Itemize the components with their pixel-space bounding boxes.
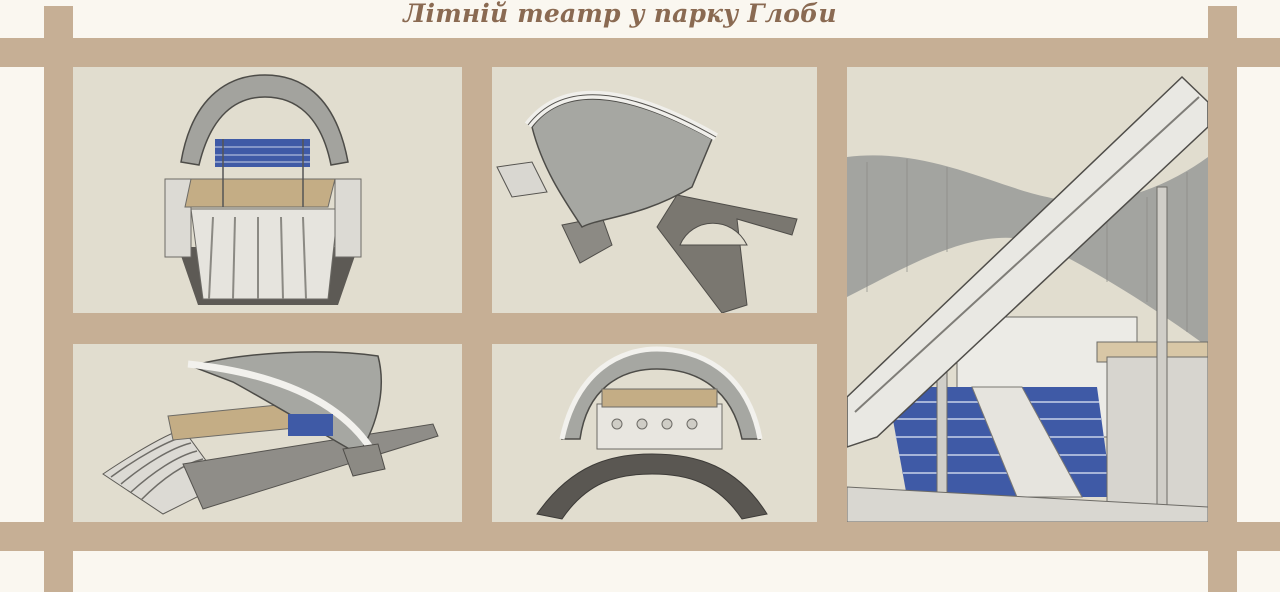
frame-bottom-bar <box>0 522 1280 551</box>
end-block <box>343 444 385 476</box>
frame-middle-bar <box>44 313 847 344</box>
frame-right-post <box>1208 6 1237 592</box>
seating-block <box>288 414 333 436</box>
interior-view-drawing <box>847 67 1208 522</box>
top-view-drawing <box>492 67 817 313</box>
side-view-drawing <box>73 344 462 522</box>
left-wing <box>165 179 191 257</box>
frame-divider-2 <box>817 38 847 551</box>
seating-block <box>215 139 310 167</box>
frame-divider-1 <box>462 38 492 551</box>
frame-top-bar <box>0 38 1280 67</box>
render-top-view <box>492 67 817 313</box>
stage-deck <box>185 179 335 207</box>
render-front-view <box>73 67 462 313</box>
render-rear-view <box>492 344 817 522</box>
frame-left-post <box>44 6 73 592</box>
rear-view-drawing <box>492 344 817 522</box>
base-platform <box>183 424 438 509</box>
front-view-drawing <box>73 67 462 313</box>
stage-deck <box>168 404 295 440</box>
page-title: Літній театр у парку Глоби <box>403 0 837 28</box>
arch-base <box>537 454 767 519</box>
right-wing <box>335 179 361 257</box>
side-annex <box>497 162 547 197</box>
render-side-view <box>73 344 462 522</box>
column-right <box>1157 187 1167 522</box>
ground-slab <box>657 195 797 313</box>
stage-deck <box>602 389 717 407</box>
render-interior-view <box>847 67 1208 522</box>
